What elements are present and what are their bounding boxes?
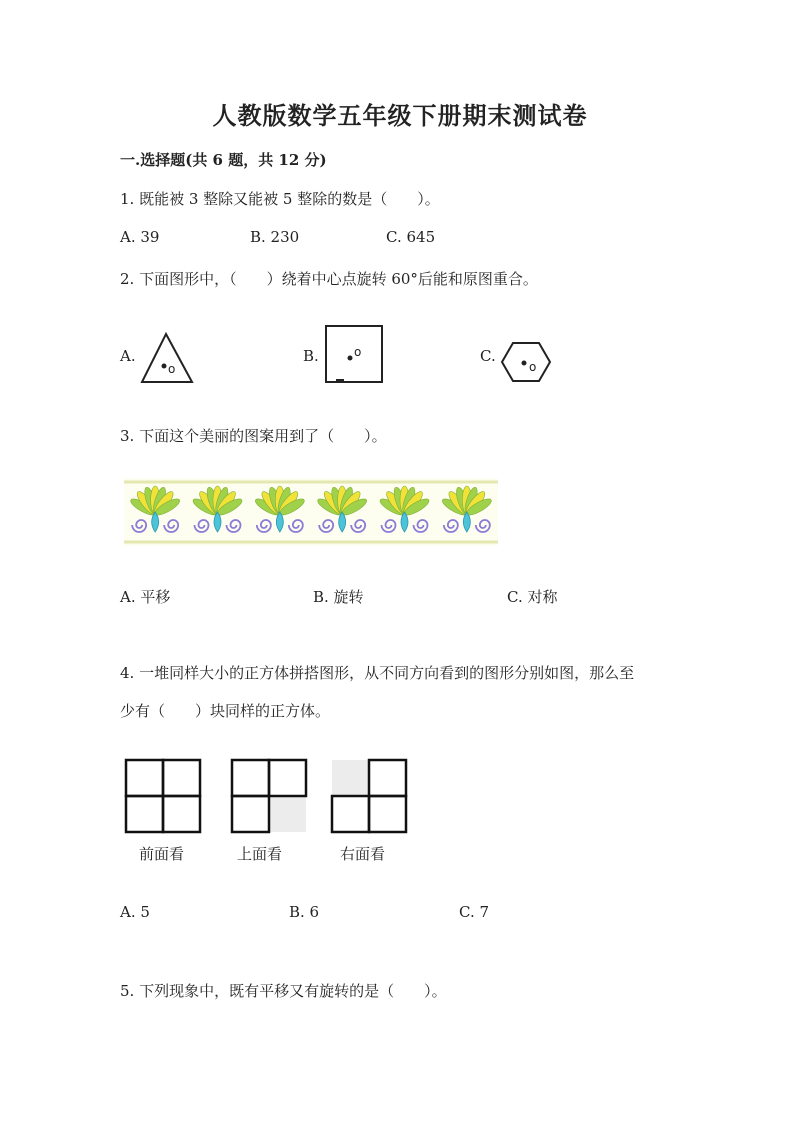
- svg-text:o: o: [529, 360, 537, 374]
- page-title: 人教版数学五年级下册期末测试卷: [212, 101, 588, 130]
- question-3-option-b: B. 旋转: [313, 588, 364, 606]
- section-heading: 一.选择题(共 6 题，共 12 分): [120, 151, 327, 169]
- question-2-option-a: A.: [120, 347, 136, 365]
- top-view-diagram: [230, 758, 308, 834]
- square-icon: [322, 322, 388, 386]
- front-view-diagram: [124, 758, 202, 834]
- question-4-option-c: C. 7: [459, 903, 490, 921]
- question-1-option-a: A. 39: [120, 228, 160, 246]
- question-5-text: 5. 下列现象中，既有平移又有旋转的是（ ）。: [120, 982, 447, 1000]
- question-1-option-b: B. 230: [250, 228, 300, 246]
- question-1-option-c: C. 645: [386, 228, 436, 246]
- view-label-right: 右面看: [340, 845, 386, 863]
- question-2-option-b: B.: [303, 347, 319, 365]
- question-4-text-line-1: 4. 一堆同样大小的正方体拼搭图形，从不同方向看到的图形分别如图，那么至: [120, 664, 635, 682]
- view-label-front: 前面看: [139, 845, 185, 863]
- question-1-text: 1. 既能被 3 整除又能被 5 整除的数是（ ）。: [120, 190, 440, 208]
- question-3-option-a: A. 平移: [120, 588, 171, 606]
- svg-text:o: o: [354, 345, 362, 359]
- view-label-top: 上面看: [237, 845, 283, 863]
- question-4-option-a: A. 5: [120, 903, 150, 921]
- hexagon-icon: [500, 340, 556, 384]
- right-view-diagram: [330, 758, 408, 834]
- question-3-text: 3. 下面这个美丽的图案用到了（ ）。: [120, 427, 387, 445]
- svg-text:o: o: [168, 362, 176, 376]
- question-4-text-line-2: 少有（ ）块同样的正方体。: [120, 702, 331, 720]
- decorative-pattern-image: [124, 478, 498, 546]
- triangle-icon: [138, 330, 198, 386]
- question-3-option-c: C. 对称: [507, 588, 558, 606]
- question-2-text: 2. 下面图形中，（ ）绕着中心点旋转 60°后能和原图重合。: [120, 270, 538, 288]
- question-2-option-c: C.: [480, 347, 496, 365]
- question-4-option-b: B. 6: [289, 903, 320, 921]
